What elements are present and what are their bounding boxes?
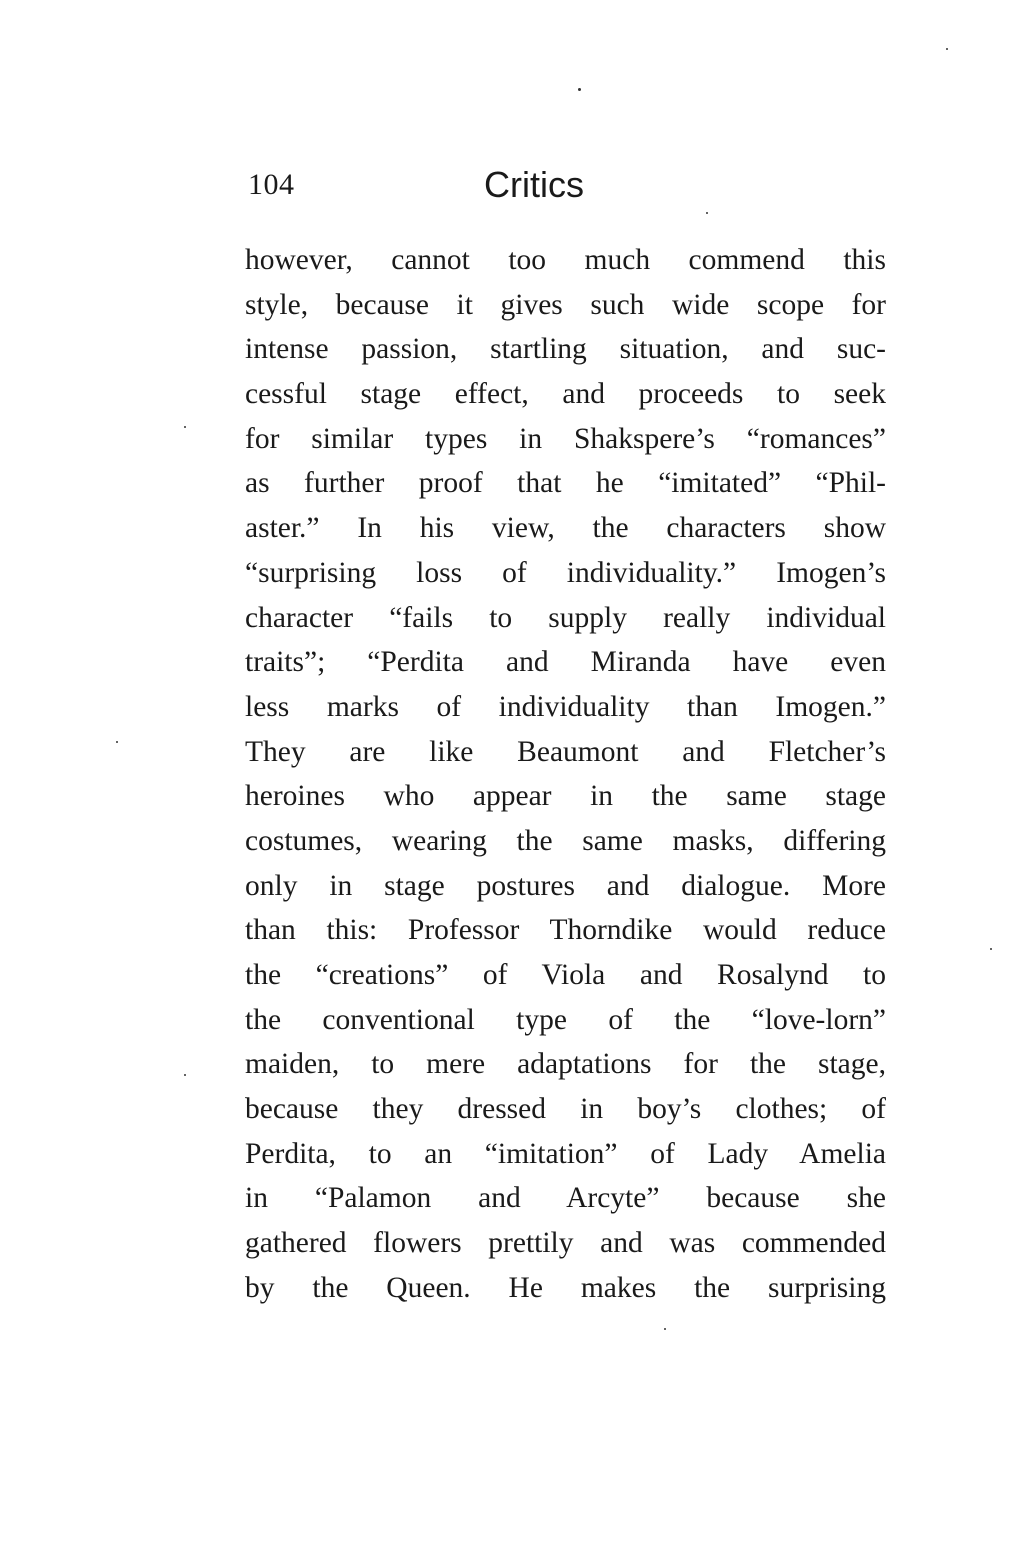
text-line: only in stage postures and dialogue. More xyxy=(245,869,886,902)
scan-speck xyxy=(578,88,581,91)
text-line: Perdita, to an “imitation” of Lady Amelia xyxy=(245,1137,886,1170)
text-line: because they dressed in boy’s clothes; of xyxy=(245,1093,886,1126)
text-line: less marks of individuality than Imogen.” xyxy=(245,690,886,723)
scan-speck xyxy=(184,1074,186,1076)
text-line: than this: Professor Thorndike would reduce xyxy=(245,914,886,947)
text-line: for similar types in Shakspere’s “romances” xyxy=(245,422,886,455)
text-line: “surprising loss of individuality.” Imogen’s xyxy=(245,556,886,589)
text-line: in “Palamon and Arcyte” because she xyxy=(245,1182,886,1215)
page-number: 104 xyxy=(248,168,295,201)
running-title: Critics xyxy=(484,164,584,205)
text-line: gathered flowers prettily and was commended xyxy=(245,1227,886,1260)
text-line: however, cannot too much commend this xyxy=(245,244,886,276)
text-line: cessful stage effect, and proceeds to seek xyxy=(245,378,886,411)
body-text xyxy=(245,238,886,1311)
text-line: character “fails to supply really individual xyxy=(245,601,886,634)
text-line: by the Queen. He makes the surprising xyxy=(245,1271,886,1304)
scan-speck xyxy=(184,426,186,428)
text-line: maiden, to mere adaptations for the stage, xyxy=(245,1048,886,1081)
text-line: traits”; “Perdita and Miranda have even xyxy=(245,646,886,679)
text-line: as further proof that he “imitated” “Phil- xyxy=(245,467,886,500)
text-line: style, because it gives such wide scope for xyxy=(245,288,886,321)
text-line: the “creations” of Viola and Rosalynd to xyxy=(245,959,886,991)
scan-speck xyxy=(946,48,948,50)
text-line: They are like Beaumont and Fletcher’s xyxy=(245,735,886,768)
scan-speck xyxy=(664,1328,666,1330)
scan-speck xyxy=(990,948,992,950)
text-line: the conventional type of the “love-lorn” xyxy=(245,1003,886,1036)
scan-speck xyxy=(116,741,118,743)
text-line: aster.” In his view, the characters show xyxy=(245,512,886,545)
text-line: heroines who appear in the same stage xyxy=(245,780,886,813)
text-line: intense passion, startling situation, and suc- xyxy=(245,333,886,366)
text-line: costumes, wearing the same masks, differing xyxy=(245,824,886,857)
scan-speck xyxy=(706,212,708,214)
